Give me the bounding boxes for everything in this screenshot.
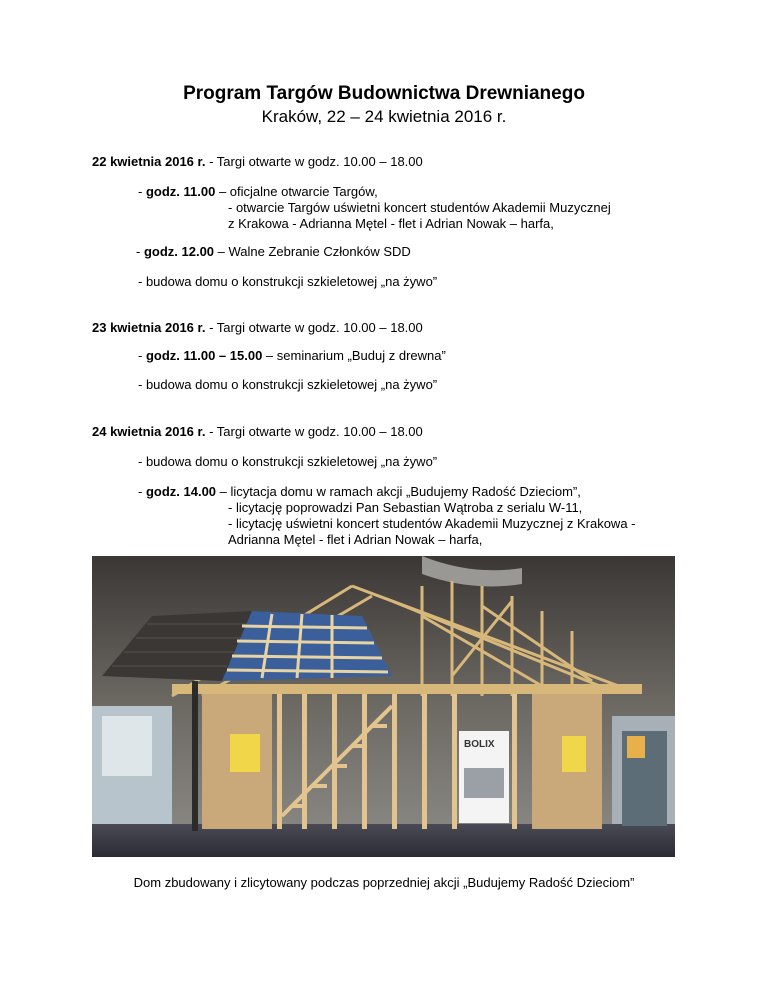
- day1-event-construction: - budowa domu o konstrukcji szkieletowej „na żywo”: [138, 274, 438, 289]
- event-text: – oficjalne otwarcie Targów,: [215, 184, 378, 199]
- bullet: -: [138, 348, 146, 363]
- banner-logo: BOLIX: [464, 739, 495, 750]
- day1-header: [92, 154, 423, 170]
- day1-event-concert: - otwarcie Targów uświetni koncert studentów Akademii Muzycznej: [228, 200, 611, 215]
- day3-event-auctioneer: - licytację poprowadzi Pan Sebastian Wątroba z serialu W-11,: [228, 500, 583, 515]
- day2-event-construction: - budowa domu o konstrukcji szkieletowej „na żywo”: [138, 377, 438, 392]
- day2-date: 23 kwietnia 2016 r.: [92, 320, 206, 335]
- event-text: – licytacja domu w ramach akcji „Budujemy Radość Dzieciom”,: [216, 484, 581, 499]
- event-text: – Walne Zebranie Członków SDD: [214, 244, 411, 259]
- event-time: godz. 11.00: [145, 184, 216, 199]
- day3-event-auction: [138, 484, 581, 500]
- bullet: -: [136, 244, 144, 259]
- event-time: godz. 14.00: [145, 484, 217, 499]
- event-time: godz. 12.00: [143, 244, 215, 259]
- day1-event-meeting: [136, 244, 411, 260]
- day2-header: [92, 320, 423, 336]
- day2-event-seminar: [138, 348, 446, 364]
- event-time: godz. 11.00 – 15.00: [145, 348, 263, 363]
- day3-event-concert: - licytację uświetni koncert studentów Akademii Muzycznej z Krakowa -: [228, 516, 636, 531]
- event-text: – seminarium „Buduj z drewna”: [262, 348, 446, 363]
- day3-event-concert-performers: Adrianna Mętel - flet i Adrian Nowak – harfa,: [228, 532, 483, 547]
- photo-caption: Dom zbudowany i zlicytowany podczas poprzedniej akcji „Budujemy Radość Dzieciom”: [133, 875, 635, 890]
- day1-event-opening: [138, 184, 378, 200]
- day1-date: 22 kwietnia 2016 r.: [92, 154, 206, 169]
- day3-header: [92, 424, 423, 440]
- day3-event-construction: - budowa domu o konstrukcji szkieletowej „na żywo”: [138, 454, 438, 469]
- day1-hours: - Targi otwarte w godz. 10.00 – 18.00: [205, 154, 423, 169]
- day1-event-concert-performers: z Krakowa - Adrianna Mętel - flet i Adrian Nowak – harfa,: [228, 216, 554, 231]
- day3-date: 24 kwietnia 2016 r.: [92, 424, 206, 439]
- day2-hours: - Targi otwarte w godz. 10.00 – 18.00: [205, 320, 423, 335]
- bullet: -: [138, 184, 146, 199]
- day3-hours: - Targi otwarte w godz. 10.00 – 18.00: [205, 424, 423, 439]
- page-title: Program Targów Budownictwa Drewnianego: [183, 83, 585, 104]
- page-subtitle: Kraków, 22 – 24 kwietnia 2016 r.: [261, 107, 507, 126]
- house-photo: [92, 556, 675, 857]
- bullet: -: [138, 484, 146, 499]
